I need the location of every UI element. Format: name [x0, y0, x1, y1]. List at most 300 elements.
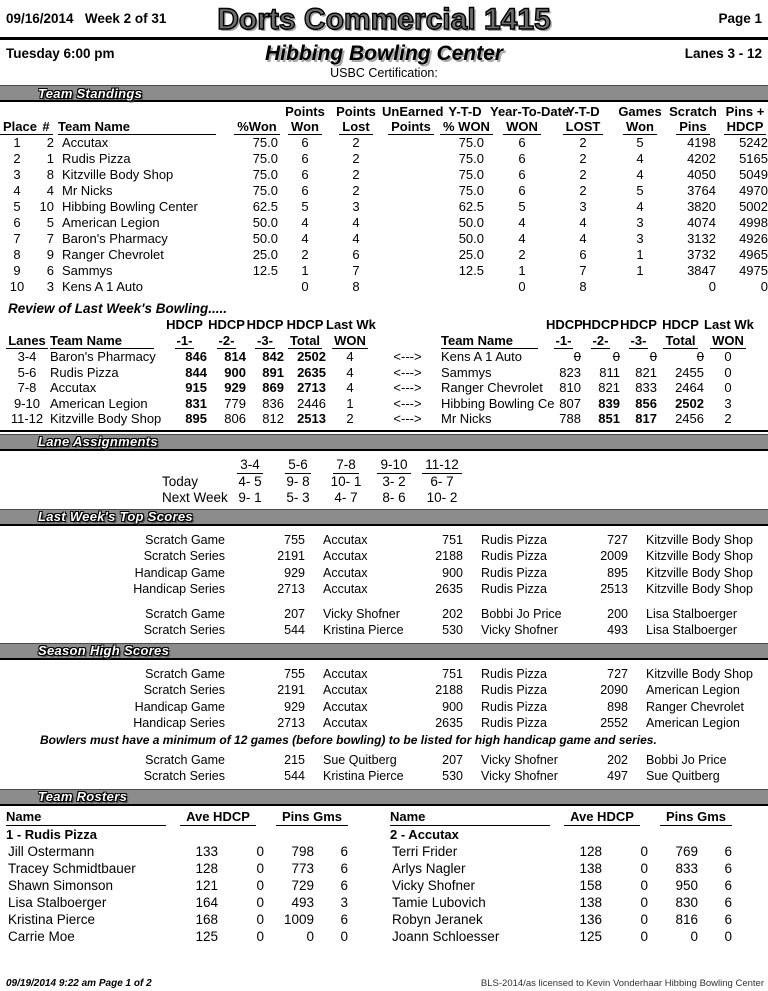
score-value-1: 215: [284, 752, 305, 767]
player-handicap: 0: [640, 860, 648, 876]
lane-pair-header: 9-10: [370, 457, 418, 474]
roster-player-row: [390, 860, 762, 877]
player-games: 6: [724, 860, 732, 876]
review-left-team: Rudis Pizza: [50, 364, 119, 380]
score-value-1: 929: [284, 565, 305, 580]
score-name-1: Accutax: [323, 699, 368, 714]
standings-unearned: [382, 231, 440, 247]
review-right-game2: 811: [599, 364, 620, 380]
score-name-1: Vicky Shofner: [323, 606, 400, 621]
week-label: Week 2 of 31: [84, 11, 167, 26]
score-name-3: Sue Quitberg: [646, 769, 720, 783]
standings-games-won: 4: [636, 167, 644, 182]
roster-header-row: [6, 809, 378, 826]
review-left-team-header: Team Name: [50, 333, 162, 350]
standings-games-won: 4: [636, 151, 644, 166]
score-name-3: Lisa Stalboerger: [646, 606, 738, 621]
score-name-1: Accutax: [323, 666, 368, 681]
review-left-game2: 900: [224, 364, 246, 380]
standings-place: 7: [13, 231, 21, 246]
review-right-game2: 821: [598, 380, 620, 395]
player-average: 158: [579, 877, 602, 893]
score-category-label: Scratch Series: [143, 549, 225, 563]
standings-points-won: 1: [301, 263, 309, 278]
standings-team-number: 1: [46, 151, 54, 166]
standings-ytd-lost: 2: [579, 135, 587, 150]
review-lanes: 7-8: [17, 380, 37, 395]
review-left-team: Kitzville Body Shop: [50, 411, 162, 426]
score-value-3: 898: [607, 699, 628, 714]
review-right-lastwk-header: Last Wk: [704, 317, 754, 332]
review-left-team: American Legion: [50, 395, 148, 411]
review-right-game3: 833: [635, 380, 657, 395]
standings-ytd-won: 6: [518, 151, 526, 166]
standings-scratch-pins: 3847: [687, 263, 716, 278]
roster-team-title: 2 - Accutax: [390, 826, 459, 842]
score-category-label: Handicap Game: [134, 565, 225, 580]
review-left-won: 4: [346, 380, 354, 395]
standings-unearned: [382, 151, 440, 167]
score-name-2: Vicky Shofner: [481, 623, 558, 637]
review-left-total: 2635: [297, 364, 326, 380]
score-name-2: Vicky Shofner: [481, 769, 558, 783]
score-value-3: 727: [607, 532, 628, 547]
roster-players: [6, 843, 378, 945]
roster-player-row: [6, 928, 378, 945]
roster-ave-hdcp-header: Ave HDCP: [550, 809, 654, 826]
player-games: 0: [340, 928, 348, 944]
standings-games-won: 3: [636, 215, 644, 230]
score-row: [0, 548, 768, 565]
roster-player-row: [6, 877, 378, 894]
standings-games-won: 1: [636, 263, 644, 278]
standings-ytd-won: 5: [518, 199, 526, 214]
score-name-1: Accutax: [323, 683, 368, 697]
review-left-won: 2: [346, 411, 354, 426]
score-row: [0, 768, 768, 785]
col-place: Place: [0, 105, 34, 135]
review-left-game2: 814: [224, 349, 246, 364]
review-left-total: 2502: [297, 349, 326, 364]
standings-team-name: Rudis Pizza: [62, 151, 131, 166]
standings-points-lost: 3: [352, 199, 360, 214]
review-right-total: 2502: [675, 395, 704, 411]
standings-ytd-won: 6: [518, 183, 526, 198]
standings-pins-hdcp: 4965: [739, 247, 768, 262]
standings-ytd-lost: 2: [579, 151, 587, 166]
review-right-team: Sammys: [441, 364, 492, 380]
standings-place: 3: [13, 167, 21, 182]
score-value-3: 2552: [600, 716, 628, 730]
score-value-1: 544: [284, 769, 305, 783]
review-right-g2-header: -2-: [592, 332, 609, 348]
player-pins: 833: [675, 860, 698, 876]
standings-unearned: [382, 135, 440, 151]
standings-ytd-pct: 25.0: [458, 247, 484, 262]
standings-points-won: 6: [301, 151, 309, 166]
standings-ytd-pct: 50.0: [458, 231, 484, 246]
standings-team-number: 5: [46, 215, 54, 230]
standings-team-name: Baron's Pharmacy: [62, 231, 168, 246]
review-right-team-header: Team Name: [441, 333, 546, 350]
player-name: Vicky Shofner: [392, 877, 476, 893]
standings-ytd-pct: 75.0: [458, 183, 484, 198]
usbc-certification: USBC Certification:: [330, 66, 438, 80]
review-left-game2: 779: [224, 395, 246, 411]
standings-row: [0, 151, 768, 167]
review-left-game3: 891: [262, 364, 284, 380]
score-value-2: 2635: [435, 716, 463, 730]
score-name-3: Kitzville Body Shop: [646, 582, 754, 596]
spacer: [752, 411, 768, 427]
score-name-1: Accutax: [323, 549, 368, 563]
player-games: 6: [724, 843, 732, 859]
player-handicap: 0: [256, 860, 264, 876]
lane-pair-header: 11-12: [418, 457, 466, 474]
league-title: Dorts Commercial 1415: [217, 3, 551, 36]
lane-pair-header: 3-4: [226, 457, 274, 474]
review-left-game1: 895: [185, 411, 207, 426]
standings-row: [0, 215, 768, 231]
standings-pins-hdcp: 5049: [739, 167, 768, 182]
player-handicap: 0: [256, 894, 264, 910]
player-average: 128: [195, 860, 218, 876]
review-right-game1: 810: [559, 380, 581, 395]
player-games: 6: [340, 911, 348, 927]
score-name-2: Rudis Pizza: [481, 549, 547, 563]
standings-ytd-lost: 4: [579, 231, 587, 246]
player-handicap: 0: [256, 843, 264, 859]
review-right-won: 0: [724, 349, 732, 364]
score-row: [0, 565, 768, 582]
review-right-won: 0: [724, 364, 732, 380]
roster-player-row: [390, 911, 762, 928]
review-lanes: 5-6: [17, 364, 37, 380]
score-name-1: Kristina Pierce: [323, 623, 404, 637]
player-name: Lisa Stalboerger: [8, 894, 107, 910]
player-name: Terri Frider: [392, 843, 458, 859]
standings-pct-won: 50.0: [252, 231, 278, 246]
roster-name-header: Name: [390, 809, 550, 826]
review-left-hdcp1-header: HDCP: [166, 317, 203, 332]
review-left-total: 2513: [297, 411, 326, 426]
review-left-total: 2446: [297, 395, 326, 411]
standings-scratch-pins: 4050: [687, 167, 716, 182]
player-games: 6: [724, 894, 732, 910]
player-name: Carrie Moe: [8, 928, 75, 944]
standings-pct-won: 50.0: [252, 215, 278, 230]
review-left-game1: 844: [185, 364, 207, 380]
player-pins: 798: [291, 843, 314, 859]
roster-player-row: [6, 843, 378, 860]
standings-team-name: Hibbing Bowling Center: [62, 199, 198, 214]
section-title-team-rosters: Team Rosters: [38, 789, 128, 804]
standings-place: 6: [13, 215, 21, 230]
score-category-label: Scratch Series: [143, 623, 225, 637]
score-row: [0, 581, 768, 598]
review-right-game3: 856: [635, 395, 657, 411]
col-scratch-pins: Scratch Pins: [669, 104, 717, 134]
section-bar-top-scores: [0, 509, 768, 526]
standings-team-name: Mr Nicks: [62, 183, 113, 198]
standings-games-won: 1: [636, 247, 644, 262]
next-week-matchup: 9- 1: [238, 489, 262, 505]
score-row: [0, 622, 768, 639]
today-label: Today: [162, 473, 199, 489]
standings-ytd-lost: 6: [579, 247, 587, 262]
score-value-2: 202: [442, 606, 463, 621]
score-value-1: 755: [284, 666, 305, 681]
footer-print-info: 09/19/2014 9:22 am Page 1 of 2: [6, 978, 152, 989]
review-row: [0, 396, 768, 412]
standings-ytd-lost: 2: [579, 167, 587, 182]
standings-team-number: 10: [39, 199, 54, 214]
versus-arrow: <--->: [393, 364, 422, 380]
standings-ytd-pct: 50.0: [458, 215, 484, 230]
roster-pins-gms-header: Pins Gms: [270, 809, 354, 826]
player-handicap: 0: [256, 928, 264, 944]
standings-unearned: [382, 263, 440, 279]
col-ytd-won: Year-To-Date WON: [490, 104, 570, 134]
standings-team-number: 4: [46, 183, 54, 198]
player-name: Jill Ostermann: [8, 843, 95, 859]
score-name-3: Kitzville Body Shop: [646, 549, 754, 563]
review-row: [0, 365, 768, 381]
score-value-1: 2191: [277, 549, 305, 563]
player-handicap: 0: [640, 877, 648, 893]
standings-points-won: 2: [301, 247, 309, 262]
standings-row: [0, 247, 768, 263]
col-ytd-pct-won: Y-T-D % WON: [440, 105, 490, 135]
standings-scratch-pins: 3132: [687, 231, 716, 246]
review-left-game1: 846: [185, 349, 207, 364]
score-value-2: 2635: [435, 582, 463, 596]
top-scores-individual-rows: [0, 606, 768, 639]
review-left-hdcp2-header: HDCP: [208, 317, 245, 332]
score-row: [0, 666, 768, 683]
standings-unearned: [382, 167, 440, 183]
lane-next-week-row: [0, 490, 768, 506]
standings-row: [0, 167, 768, 183]
roster-player-row: [6, 911, 378, 928]
standings-pins-hdcp: 4970: [739, 183, 768, 198]
review-right-won: 2: [724, 411, 732, 426]
standings-points-won: 6: [301, 167, 309, 182]
review-left-game3: 869: [262, 380, 284, 395]
player-handicap: 0: [640, 843, 648, 859]
score-name-2: Rudis Pizza: [481, 716, 547, 730]
player-games: 6: [340, 860, 348, 876]
review-right-game1: 788: [559, 411, 581, 426]
review-header-row1: [0, 317, 768, 333]
player-average: 138: [579, 894, 602, 910]
season-high-team-rows: [0, 666, 768, 732]
roster-player-row: [390, 877, 762, 894]
spacer: [374, 317, 441, 333]
review-left-team: Accutax: [50, 380, 97, 395]
roster-column-2: [390, 809, 762, 945]
spacer: [441, 317, 546, 333]
review-right-game2: 851: [598, 411, 620, 426]
standings-pins-hdcp: 0: [760, 279, 768, 294]
next-week-label: Next Week: [162, 489, 228, 505]
roster-team-title: 1 - Rudis Pizza: [6, 826, 98, 842]
score-name-1: Accutax: [323, 565, 368, 580]
standings-team-number: 6: [46, 263, 54, 278]
versus-arrow: <--->: [393, 395, 422, 411]
review-right-total: 2456: [675, 411, 704, 426]
player-handicap: 0: [640, 894, 648, 910]
score-value-1: 929: [284, 699, 305, 714]
bowling-center-name: Hibbing Bowling Center: [265, 42, 503, 65]
standings-team-name: Kitzville Body Shop: [62, 167, 174, 182]
player-average: 125: [579, 928, 602, 944]
score-category-label: Handicap Series: [133, 582, 225, 596]
standings-pct-won: 25.0: [252, 247, 278, 262]
standings-team-name: Accutax: [62, 135, 109, 150]
versus-arrow: <--->: [393, 380, 422, 395]
review-row: [0, 411, 768, 427]
review-left-game1: 915: [185, 380, 207, 395]
review-lanes: 9-10: [13, 395, 41, 411]
review-left-team: Baron's Pharmacy: [50, 349, 156, 364]
review-row: [0, 380, 768, 396]
score-row: [0, 682, 768, 699]
review-right-team: Ranger Chevrolet: [441, 380, 543, 395]
lane-pair-header: 5-6: [274, 457, 322, 474]
standings-ytd-won: 6: [518, 167, 526, 182]
standings-points-won: 6: [301, 183, 309, 198]
standings-team-number: 9: [46, 247, 54, 262]
player-name: Tracey Schmidtbauer: [8, 860, 136, 876]
review-left-game3: 836: [262, 395, 284, 411]
review-right-hdcp-total-header: HDCP: [662, 317, 699, 332]
standings-pct-won: 75.0: [252, 135, 278, 150]
score-row: [0, 752, 768, 769]
versus-arrow: <--->: [393, 349, 422, 364]
player-average: 164: [195, 894, 218, 910]
review-right-hdcp3-header: HDCP: [620, 317, 657, 332]
player-pins: 729: [291, 877, 314, 893]
review-left-g1-header: -1-: [176, 332, 193, 348]
player-average: 138: [579, 860, 602, 876]
review-right-game3: 0: [649, 349, 657, 364]
player-games: 6: [724, 877, 732, 893]
standings-pct-won: [234, 279, 280, 295]
standings-header-row: [0, 105, 768, 135]
review-right-won: 3: [724, 395, 732, 411]
spacer: [752, 396, 768, 412]
col-number: #: [34, 105, 58, 135]
col-pins-hdcp: Pins + HDCP: [718, 105, 768, 135]
review-right-won-header: WON: [712, 332, 744, 348]
review-right-total: 2455: [675, 364, 704, 380]
player-pins: 773: [291, 860, 314, 876]
standings-place: 9: [13, 263, 21, 278]
standings-pins-hdcp: 4975: [739, 263, 768, 278]
score-name-3: Kitzville Body Shop: [646, 666, 754, 681]
standings-points-lost: 2: [352, 167, 360, 182]
score-name-3: American Legion: [646, 683, 740, 697]
player-handicap: 0: [256, 911, 264, 927]
footer-license-info: BLS-2014/as licensed to Kevin Vonderhaar Hibbing Bowling Center: [480, 978, 764, 989]
standings-pct-won: 75.0: [252, 183, 278, 198]
today-matchup: 9- 8: [286, 473, 310, 489]
standings-points-lost: 2: [352, 183, 360, 198]
standings-place: 8: [13, 247, 21, 262]
standings-body: [0, 135, 768, 295]
score-category-label: Scratch Game: [145, 666, 225, 681]
score-value-3: 497: [607, 769, 628, 783]
spacer: [752, 365, 768, 381]
standings-ytd-won: 1: [518, 263, 526, 278]
player-games: 0: [724, 928, 732, 944]
spacer: [0, 598, 768, 606]
standings-ytd-pct: 62.5: [458, 199, 484, 214]
review-row: [0, 349, 768, 365]
handicap-eligibility-note: Bowlers must have a minimum of 12 games (before bowling) to be listed for high handicap game and series.: [40, 732, 657, 747]
review-left-game2: 806: [224, 411, 246, 426]
spacer: [50, 317, 162, 333]
review-left-game3: 812: [262, 411, 284, 426]
review-section-title: Review of Last Week's Bowling.....: [8, 301, 228, 316]
player-name: Joann Schloesser: [392, 928, 500, 944]
standings-team-number: 3: [46, 279, 54, 294]
review-right-game3: 821: [635, 364, 657, 380]
score-name-3: Lisa Stalboerger: [646, 623, 738, 637]
score-category-label: Scratch Game: [145, 752, 225, 767]
player-games: 6: [724, 911, 732, 927]
score-value-2: 751: [442, 666, 463, 681]
review-right-team: Mr Nicks: [441, 411, 492, 426]
score-name-1: Accutax: [323, 532, 368, 547]
next-week-matchup: 5- 3: [286, 489, 310, 505]
standings-ytd-won: 2: [518, 247, 526, 262]
player-pins: 950: [675, 877, 698, 893]
standings-pins-hdcp: 4998: [739, 215, 768, 230]
review-right-team: Kens A 1 Auto: [441, 349, 522, 364]
lane-pair-header: 7-8: [322, 457, 370, 474]
score-value-2: 751: [442, 532, 463, 547]
player-name: Tamie Lubovich: [392, 894, 486, 910]
review-right-team: Hibbing Bowling Ce: [441, 395, 555, 411]
roster-player-row: [390, 928, 762, 945]
standings-pct-won: 12.5: [252, 263, 278, 278]
section-bar-lane-assignments: [0, 434, 768, 451]
review-left-game3: 842: [262, 349, 284, 364]
standings-points-won: 0: [301, 279, 309, 294]
score-name-2: Rudis Pizza: [481, 666, 547, 681]
score-value-3: 2090: [600, 683, 628, 697]
player-name: Arlys Nagler: [392, 860, 466, 876]
player-pins: 769: [675, 843, 698, 859]
review-right-hdcp1-header: HDCP: [546, 317, 583, 332]
review-right-g1-header: -1-: [555, 332, 572, 348]
spacer: [752, 333, 768, 350]
score-category-label: Scratch Game: [145, 606, 225, 621]
roster-column-1: [6, 809, 378, 945]
today-matchup: 4- 5: [238, 473, 262, 489]
standings-points-lost: 6: [352, 247, 360, 262]
review-header-row2: [0, 333, 768, 350]
standings-row: [0, 135, 768, 151]
player-pins: 0: [306, 928, 314, 944]
review-right-game3: 817: [635, 411, 657, 426]
standings-ytd-won: 4: [518, 215, 526, 230]
score-name-3: Bobbi Jo Price: [646, 752, 727, 767]
section-title-top-scores: Last Week's Top Scores: [38, 509, 193, 524]
score-name-2: Rudis Pizza: [481, 582, 547, 596]
